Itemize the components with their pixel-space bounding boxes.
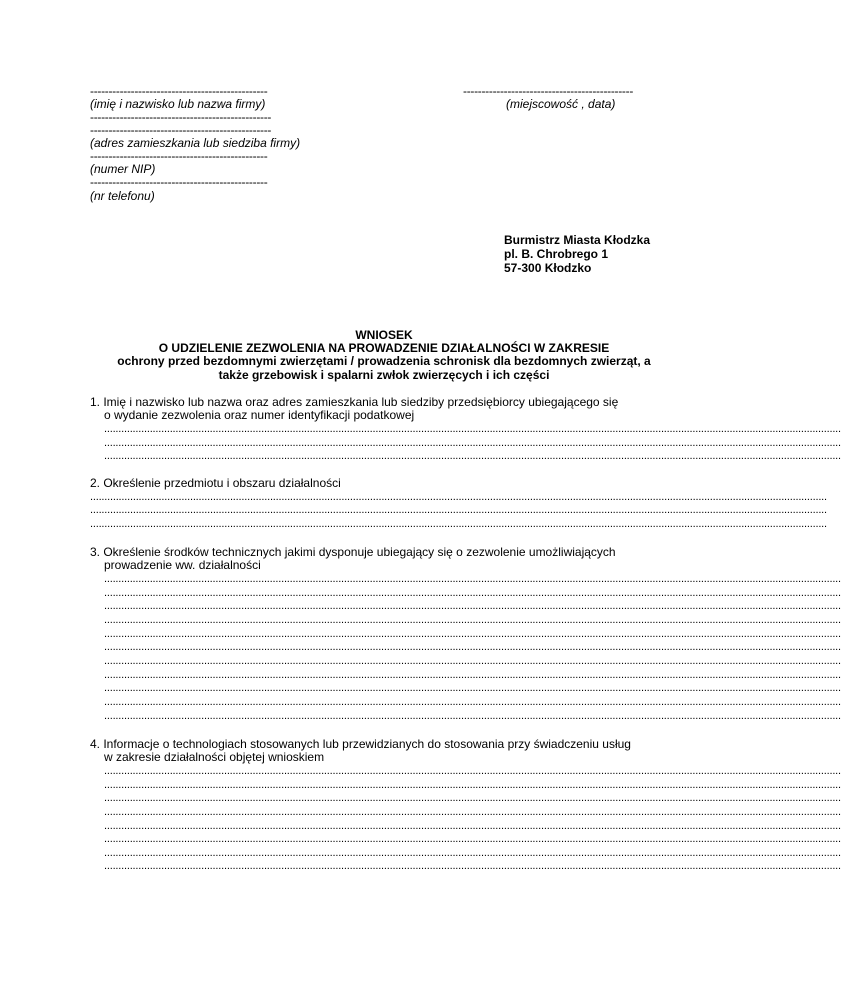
name-label: (imię i nazwisko lub nazwa firmy) — [90, 97, 266, 111]
section-2-fill-line[interactable]: .................................................................................................................................................................................................................................................................. — [90, 491, 827, 503]
section-2-heading: 2. Określenie przedmiotu i obszaru działalności — [90, 476, 341, 490]
section-3-fill-line[interactable]: .................................................................................................................................................................................................................................................................. — [104, 710, 841, 722]
section-3-fill-line[interactable]: .................................................................................................................................................................................................................................................................. — [104, 587, 841, 599]
section-3-fill-line[interactable]: .................................................................................................................................................................................................................................................................. — [104, 600, 841, 612]
nip-dashed-line: ------------------------------------------------ — [90, 149, 268, 163]
place-date-label: (miejscowość , data) — [506, 97, 616, 111]
section-4-fill-line[interactable]: .................................................................................................................................................................................................................................................................. — [104, 765, 841, 777]
section-2-fill-line[interactable]: .................................................................................................................................................................................................................................................................. — [90, 518, 827, 530]
document-subtitle-scope-1: ochrony przed bezdomnymi zwierzętami / prowadzenia schronisk dla bezdomnych zwierząt, a — [117, 354, 651, 368]
section-1-fill-line[interactable]: .................................................................................................................................................................................................................................................................. — [104, 450, 841, 462]
section-1-fill-line[interactable]: .................................................................................................................................................................................................................................................................. — [104, 423, 841, 435]
recipient-name: Burmistrz Miasta Kłodzka — [504, 233, 651, 247]
nip-label: (numer NIP) — [90, 162, 156, 176]
section-3-fill-line[interactable]: .................................................................................................................................................................................................................................................................. — [104, 682, 841, 694]
phone-dashed-line: ------------------------------------------------ — [90, 175, 268, 189]
document-subtitle: O UDZIELENIE ZEZWOLENIA NA PROWADZENIE DZIAŁALNOŚCI W ZAKRESIE — [158, 341, 610, 355]
section-1-heading-cont: o wydanie zezwolenia oraz numer identyfikacji podatkowej — [104, 408, 415, 422]
section-2-fill-line[interactable]: .................................................................................................................................................................................................................................................................. — [90, 504, 827, 516]
section-3-fill-line[interactable]: .................................................................................................................................................................................................................................................................. — [104, 696, 841, 708]
section-4-heading: 4. Informacje o technologiach stosowanych lub przewidzianych do stosowania przy świadczeniu usług — [90, 737, 631, 751]
section-3-fill-line[interactable]: .................................................................................................................................................................................................................................................................. — [104, 573, 841, 585]
section-3-fill-line[interactable]: .................................................................................................................................................................................................................................................................. — [104, 655, 841, 667]
section-3-heading-cont: prowadzenie ww. działalności — [104, 558, 261, 572]
section-3-heading: 3. Określenie środków technicznych jakimi dysponuje ubiegający się o zezwolenie umożliwiających — [90, 545, 616, 559]
section-4-fill-line[interactable]: .................................................................................................................................................................................................................................................................. — [104, 820, 841, 832]
place-date-dashed-line: ---------------------------------------------- — [463, 84, 634, 98]
section-4-fill-line[interactable]: .................................................................................................................................................................................................................................................................. — [104, 860, 841, 872]
section-3-fill-line[interactable]: .................................................................................................................................................................................................................................................................. — [104, 669, 841, 681]
document-title: WNIOSEK — [355, 328, 413, 342]
section-4-heading-cont: w zakresie działalności objętej wnioskiem — [104, 750, 325, 764]
section-3-fill-line[interactable]: .................................................................................................................................................................................................................................................................. — [104, 628, 841, 640]
section-4-fill-line[interactable]: .................................................................................................................................................................................................................................................................. — [104, 833, 841, 845]
address-dashed-line-1: ------------------------------------------------- — [90, 110, 272, 124]
section-4-fill-line[interactable]: .................................................................................................................................................................................................................................................................. — [104, 806, 841, 818]
section-3-fill-line[interactable]: .................................................................................................................................................................................................................................................................. — [104, 614, 841, 626]
document-subtitle-scope-2: także grzebowisk i spalarni zwłok zwierzęcych i ich części — [218, 368, 550, 382]
section-1-heading: 1. Imię i nazwisko lub nazwa oraz adres zamieszkania lub siedziby przedsiębiorcy ubiegającego się — [90, 395, 619, 409]
section-3-fill-line[interactable]: .................................................................................................................................................................................................................................................................. — [104, 641, 841, 653]
recipient-city: 57-300 Kłodzko — [504, 261, 592, 275]
address-dashed-line-2: ------------------------------------------------- — [90, 123, 272, 137]
recipient-street: pl. B. Chrobrego 1 — [504, 247, 609, 261]
section-4-fill-line[interactable]: .................................................................................................................................................................................................................................................................. — [104, 779, 841, 791]
section-1-fill-line[interactable]: .................................................................................................................................................................................................................................................................. — [104, 437, 841, 449]
name-dashed-line: ------------------------------------------------ — [90, 84, 268, 98]
phone-label: (nr telefonu) — [90, 189, 155, 203]
section-4-fill-line[interactable]: .................................................................................................................................................................................................................................................................. — [104, 792, 841, 804]
section-4-fill-line[interactable]: .................................................................................................................................................................................................................................................................. — [104, 847, 841, 859]
address-label: (adres zamieszkania lub siedziba firmy) — [90, 136, 301, 150]
